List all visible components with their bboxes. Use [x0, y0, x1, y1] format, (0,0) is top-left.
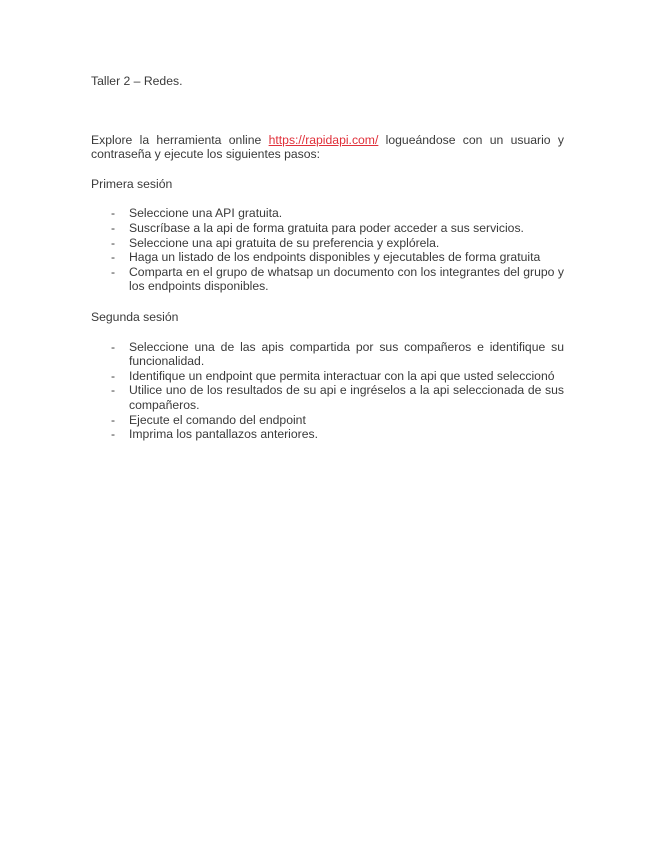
bullet-dash: - [111, 339, 116, 354]
list-item [91, 413, 564, 428]
section-heading: Primera sesión [91, 176, 173, 191]
list-item-text: Seleccione una de las apis compartida por sus compañeros e identifique su funcionalidad. [129, 339, 564, 369]
list-item-text: Identifique un endpoint que permita interactuar con la api que usted seleccionó [129, 368, 555, 383]
list-item-text: Imprima los pantallazos anteriores. [129, 427, 318, 442]
list-item-text: Suscríbase a la api de forma gratuita para poder acceder a sus servicios. [129, 220, 524, 235]
list-item [91, 221, 564, 236]
list-item [91, 206, 564, 221]
list-item-text: Seleccione una API gratuita. [129, 206, 283, 221]
step-list [91, 340, 564, 442]
list-item-text: Comparta en el grupo de whatsap un documento con los integrantes del grupo y los endpoints disponibles. [129, 264, 564, 294]
list-item [91, 265, 564, 294]
bullet-dash: - [111, 264, 116, 279]
bullet-dash: - [111, 250, 116, 265]
bullet-dash: - [111, 368, 116, 383]
intro-paragraph [91, 133, 564, 162]
list-item-text: Ejecute el comando del endpoint [129, 412, 306, 427]
list-item [91, 236, 564, 251]
bullet-dash: - [111, 206, 116, 221]
bullet-dash: - [111, 220, 116, 235]
intro-text-after-link: logueándose con un usuario y contraseña y ejecute los siguientes pasos: [91, 132, 564, 162]
section-primera-sesion [91, 177, 564, 294]
list-item [91, 369, 564, 384]
list-item [91, 427, 564, 442]
rapidapi-link[interactable]: https://rapidapi.com/ [268, 132, 379, 147]
bullet-dash: - [111, 383, 116, 398]
bullet-dash: - [111, 412, 116, 427]
document-body [91, 74, 564, 442]
list-item-text: Haga un listado de los endpoints disponibles y ejecutables de forma gratuita [129, 250, 541, 265]
list-item-text: Utilice uno de los resultados de su api e ingréselos a la api seleccionada de sus compañeros. [129, 383, 564, 412]
list-item [91, 340, 564, 369]
document-title: Taller 2 – Redes. [91, 74, 183, 88]
section-segunda-sesion [91, 310, 564, 442]
intro-text-before-link: Explore la herramienta online [91, 132, 269, 147]
list-item [91, 250, 564, 265]
bullet-dash: - [111, 235, 116, 250]
list-item-text: Seleccione una api gratuita de su preferencia y explórela. [129, 235, 440, 250]
bullet-dash: - [111, 427, 116, 442]
step-list [91, 206, 564, 294]
list-item [91, 383, 564, 412]
section-heading: Segunda sesión [91, 309, 179, 324]
